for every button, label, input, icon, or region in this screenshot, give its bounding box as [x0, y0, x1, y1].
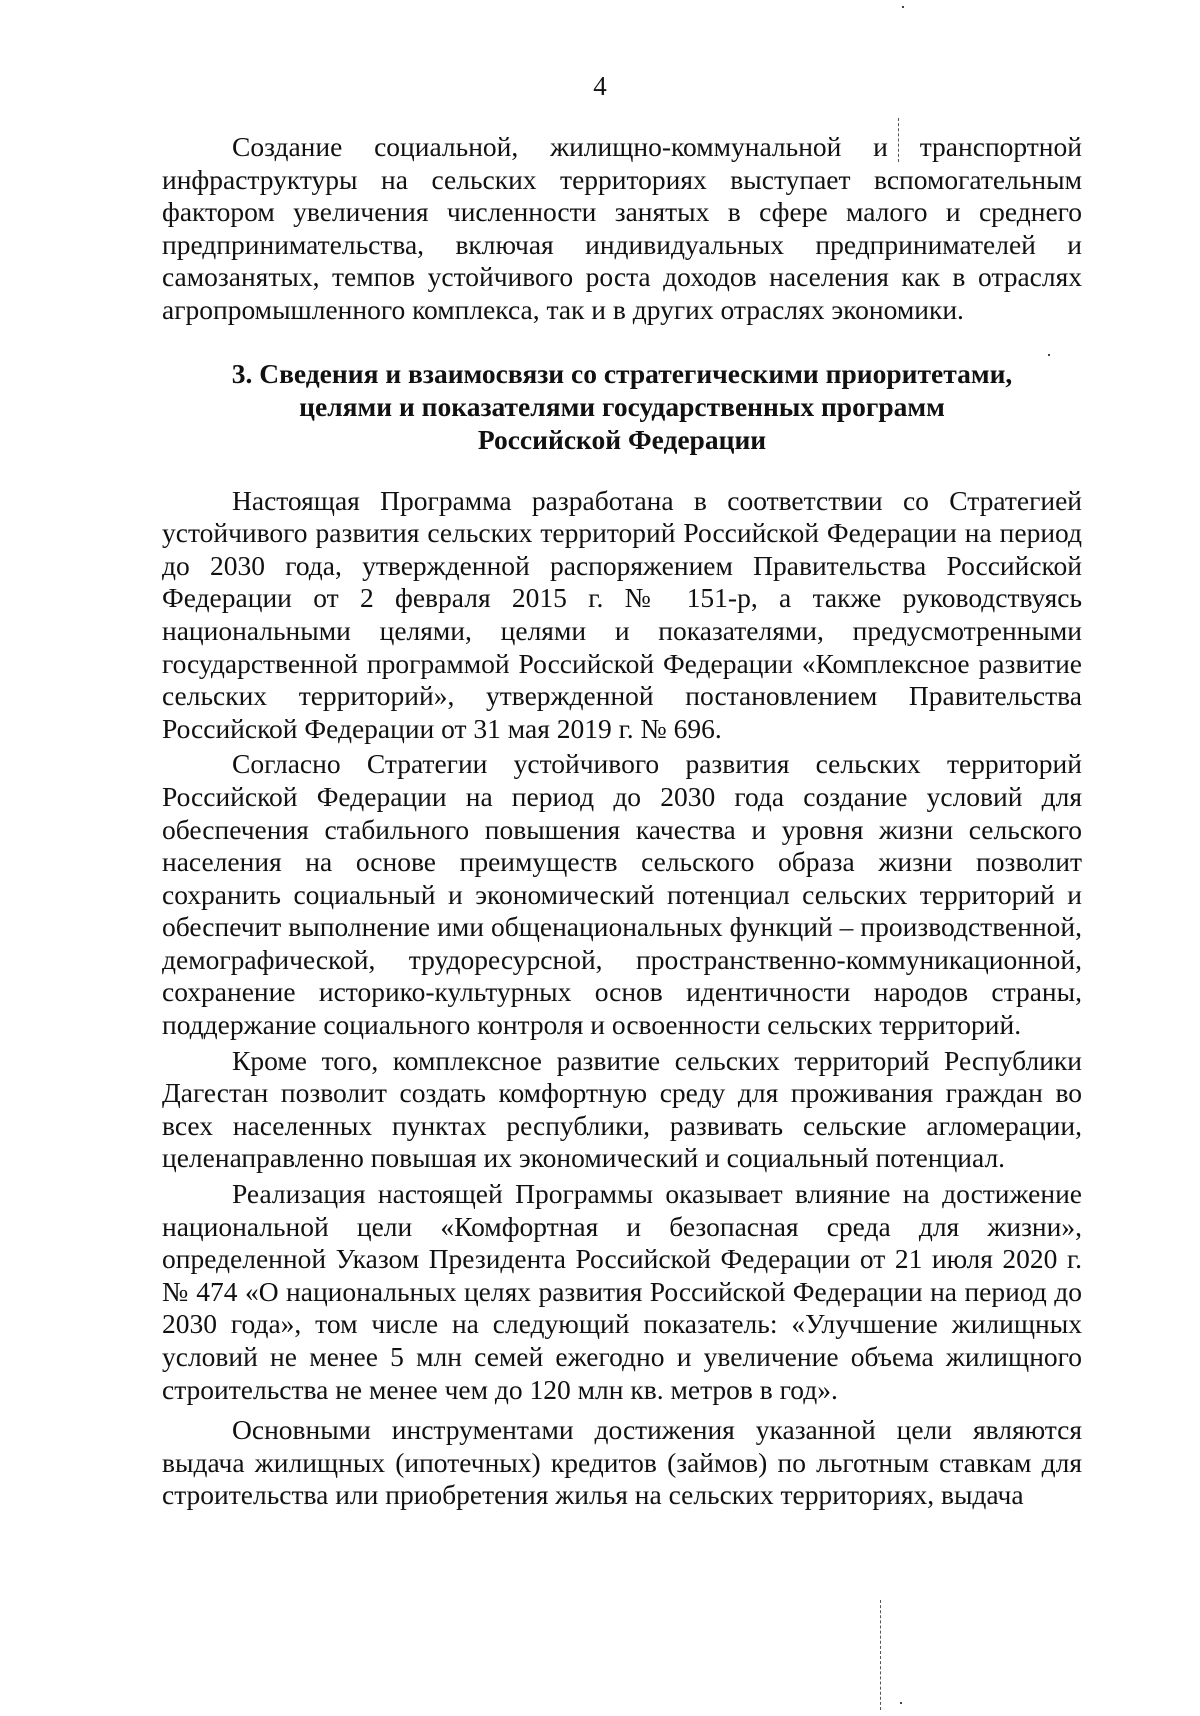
- section-heading-line-3: Российской Федерации: [477, 423, 767, 455]
- scan-artifact-line: [898, 118, 899, 162]
- scan-artifact-dot: [902, 6, 904, 8]
- paragraph-instruments: Основными инструментами достижения указанной цели являются выдача жилищных (ипотечных) кредитов (займов) по льготным ставкам для строительства или приобретения жилья на сельских территориях, выдача: [162, 1414, 1082, 1511]
- scan-artifact-dot: [1048, 354, 1050, 356]
- page-number: 4: [593, 71, 607, 101]
- scan-artifact-line: [880, 1600, 881, 1710]
- intro-paragraph: Создание социальной, жилищно-коммунальной и транспортной инфраструктуры на сельских территориях выступает вспомогательным фактором увеличения численности занятых в сфере малого и среднего предпринимательства, включая индивидуальных предпринимателей и самозанятых, темпов устойчивого роста доходов населения как в отраслях агропромышленного комплекса, так и в других отраслях экономики.: [162, 131, 1082, 325]
- paragraph-national-goal: Реализация настоящей Программы оказывает влияние на достижение национальной цели «Комфортная и безопасная среда для жизни», определенной Указом Президента Российской Федерации от 21 июля 2020 г. № 474 «О национальных целях развития Российской Федерации на период до 2030 года», том числе на следующий показатель: «Улучшение жилищных условий не менее 5 млн семей ежегодно и увеличение объема жилищного строительства не менее чем до 120 млн кв. метров в год».: [162, 1178, 1082, 1405]
- scan-artifact-dot: [900, 1702, 902, 1704]
- document-body: [162, 131, 1082, 1512]
- paragraph-dagestan: Кроме того, комплексное развитие сельских территорий Республики Дагестан позволит создать комфортную среду для проживания граждан во всех населенных пунктах республики, развивать сельские агломерации, целенаправленно повышая их экономический и социальный потенциал.: [162, 1044, 1082, 1174]
- paragraph-program-basis: Настоящая Программа разработана в соответствии со Стратегией устойчивого развития сельских территорий Российской Федерации на период до 2030 года, утвержденной распоряжением Правительства Российской Федерации от 2 февраля 2015 г. № 151-р, а также руководствуясь национальными целями, целями и показателями, предусмотренными государственной программой Российской Федерации «Комплексное развитие сельских территорий», утвержденной постановлением Правительства Российской Федерации от 31 мая 2019 г. № 696.: [162, 484, 1082, 744]
- paragraph-strategy: Согласно Стратегии устойчивого развития сельских территорий Российской Федерации на период до 2030 года создание условий для обеспечения стабильного повышения качества и уровня жизни сельского населения на основе преимуществ сельского образа жизни позволит сохранить социальный и экономический потенциал сельских территорий и обеспечит выполнение ими общенациональных функций – производственной, демографической, трудоресурсной, пространственно-коммуникационной, сохранение историко-культурных основ идентичности народов страны, поддержание социального контроля и освоенности сельских территорий.: [162, 748, 1082, 1041]
- section-heading-line-2: целями и показателями государственных программ: [299, 390, 945, 422]
- section-heading-line-1: 3. Сведения и взаимосвязи со стратегическими приоритетами,: [231, 357, 1013, 389]
- section-heading: [162, 357, 1082, 456]
